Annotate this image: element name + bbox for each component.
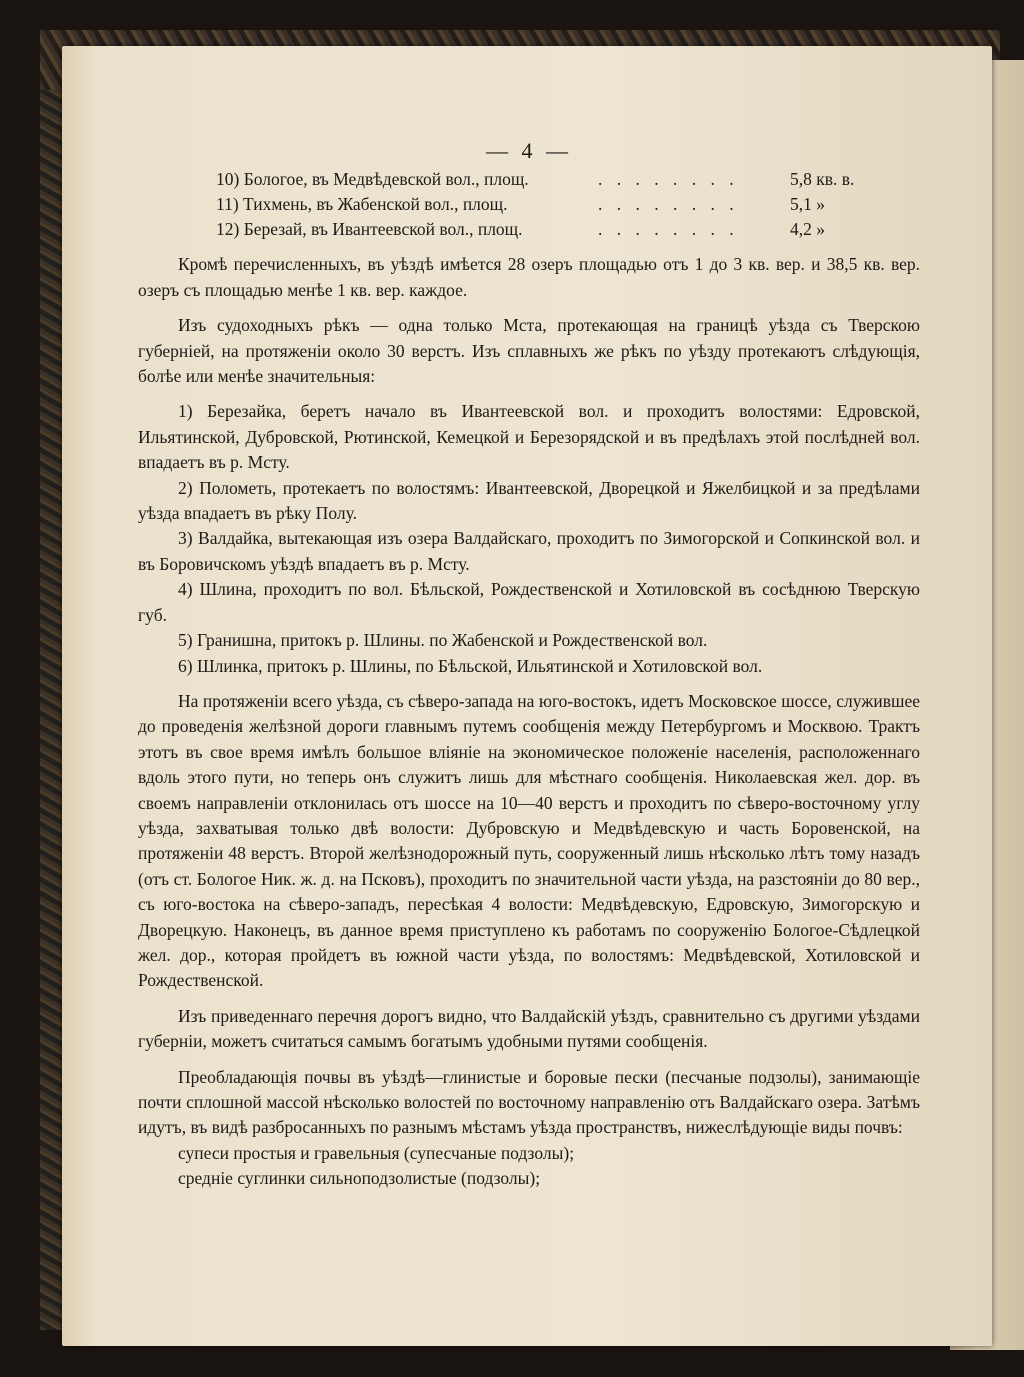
paragraph-other-lakes: Кромѣ перечисленныхъ, въ уѣздѣ имѣется 28 озеръ площадью отъ 1 до 3 кв. вер. и 38,5 кв. вер. озеръ съ площадью менѣе 1 кв. вер. каждое. bbox=[138, 254, 920, 300]
lake-area: 4,2 » bbox=[790, 219, 825, 240]
leader-dots: . . . . . . . . bbox=[598, 219, 739, 240]
page-content bbox=[138, 138, 920, 1192]
paragraph-rivers-intro: Изъ судоходныхъ рѣкъ — одна только Мста, протекающая на границѣ уѣзда съ Тверскою губерніей, на протяженіи около 30 верстъ. Изъ сплавныхъ же рѣкъ по уѣзду протекаютъ слѣдующія, болѣе или менѣе значительныя: bbox=[138, 315, 920, 387]
leader-dots: . . . . . . . . bbox=[598, 169, 739, 190]
soil-item: средніе суглинки сильноподзолистые (подзолы); bbox=[178, 1168, 541, 1189]
paragraph-roads-conclusion: Изъ приведеннаго перечня дорогъ видно, что Валдайскій уѣздъ, сравнительно съ другими уѣздами губерніи, можетъ считаться самымъ богатымъ удобными путями сообщенія. bbox=[138, 1005, 920, 1052]
river-item: 5) Гранишна, притокъ р. Шлины. по Жабенской и Рождественской вол. bbox=[178, 630, 708, 651]
river-item: 6) Шлинка, притокъ р. Шлины, по Бѣльской, Ильятинской и Хотиловской вол. bbox=[178, 655, 763, 676]
river-item: 1) Березайка, беретъ начало въ Ивантеевской вол. и проходитъ волостями: Едровской, Ильятинской, Дубровской, Рютинской, Кемецкой и Березорядской и въ предѣлахъ этой послѣдней вол. впадаетъ въ р. Мсту. bbox=[138, 401, 920, 473]
lake-area: 5,1 » bbox=[790, 194, 825, 215]
paragraph-roads: На протяженіи всего уѣзда, съ сѣверо-запада на юго-востокъ, идетъ Московское шоссе, служившее до проведенія желѣзной дороги главнымъ путемъ сообщенія между Петербургомъ и Москвою. Трактъ этотъ въ свое время имѣлъ большое вліяніе на экономическое положеніе населенія, расположеннаго вдоль этого пути, но теперь онъ служитъ лишь для мѣстнаго сообщенія. Николаевская жел. дор. въ своемъ направленіи отклонилась отъ шоссе на 10—40 верстъ и проходитъ по сѣверо-восточному углу уѣзда, захватывая только двѣ волости: Дубровскую и Медвѣдевскую и часть Боровенской, на протяженіи 48 верстъ. Второй желѣзнодорожный путь, сооруженный лишь нѣсколько лѣтъ тому назадъ (отъ ст. Бологое Ник. ж. д. на Псковъ), проходитъ по значительной части уѣзда, на разстояніи до 80 вер., съ юго-востока на сѣверо-западъ, пересѣкая 4 волости: Медвѣдевскую, Едровскую, Зимогорскую и Дворецкую. Наконецъ, въ данное время приступлено къ работамъ по сооруженію Бологое-Сѣдлецкой жел. дор., которая пройдетъ въ южной части уѣзда, по волостямъ: Медвѣдевской, Хотиловской и Рождественской. bbox=[138, 690, 920, 991]
paragraph-soils-intro: Преобладающія почвы въ уѣздѣ—глинистые и боровые пески (песчаные подзолы), занимающіе почти сплошной массой нѣсколько волостей по восточному направленію отъ Валдайскаго озера. Затѣмъ идутъ, въ видѣ разбросанныхъ по разнымъ мѣстамъ уѣзда пространствъ, нижеслѣдующіе виды почвъ: bbox=[138, 1066, 920, 1138]
lake-area: 5,8 кв. в. bbox=[790, 169, 855, 190]
river-item: 2) Полометь, протекаетъ по волостямъ: Ивантеевской, Дворецкой и Яжелбицкой и за предѣлами уѣзда впадаетъ въ рѣку Полу. bbox=[138, 477, 920, 524]
lake-row bbox=[138, 167, 920, 192]
page-number: — 4 — bbox=[486, 138, 572, 163]
lake-name: 10) Бологое, въ Медвѣдевской вол., площ. bbox=[216, 169, 529, 190]
leader-dots: . . . . . . . . bbox=[598, 194, 739, 215]
river-item: 4) Шлина, проходитъ по вол. Бѣльской, Рождественской и Хотиловской въ сосѣднюю Тверскую губ. bbox=[138, 579, 920, 625]
river-item: 3) Валдайка, вытекающая изъ озера Валдайскаго, проходитъ по Зимогорской и Сопкинской вол. и въ Боровичскомъ уѣздѣ впадаетъ въ р. Мсту. bbox=[138, 528, 920, 574]
soil-item: супеси простыя и гравельныя (супесчаные подзолы); bbox=[178, 1142, 575, 1163]
lake-name: 12) Березай, въ Ивантеевской вол., площ. bbox=[216, 219, 523, 240]
lake-row bbox=[138, 192, 920, 217]
lake-row bbox=[138, 217, 920, 242]
lake-name: 11) Тихмень, въ Жабенской вол., площ. bbox=[216, 194, 508, 215]
rivers-list bbox=[138, 399, 920, 678]
